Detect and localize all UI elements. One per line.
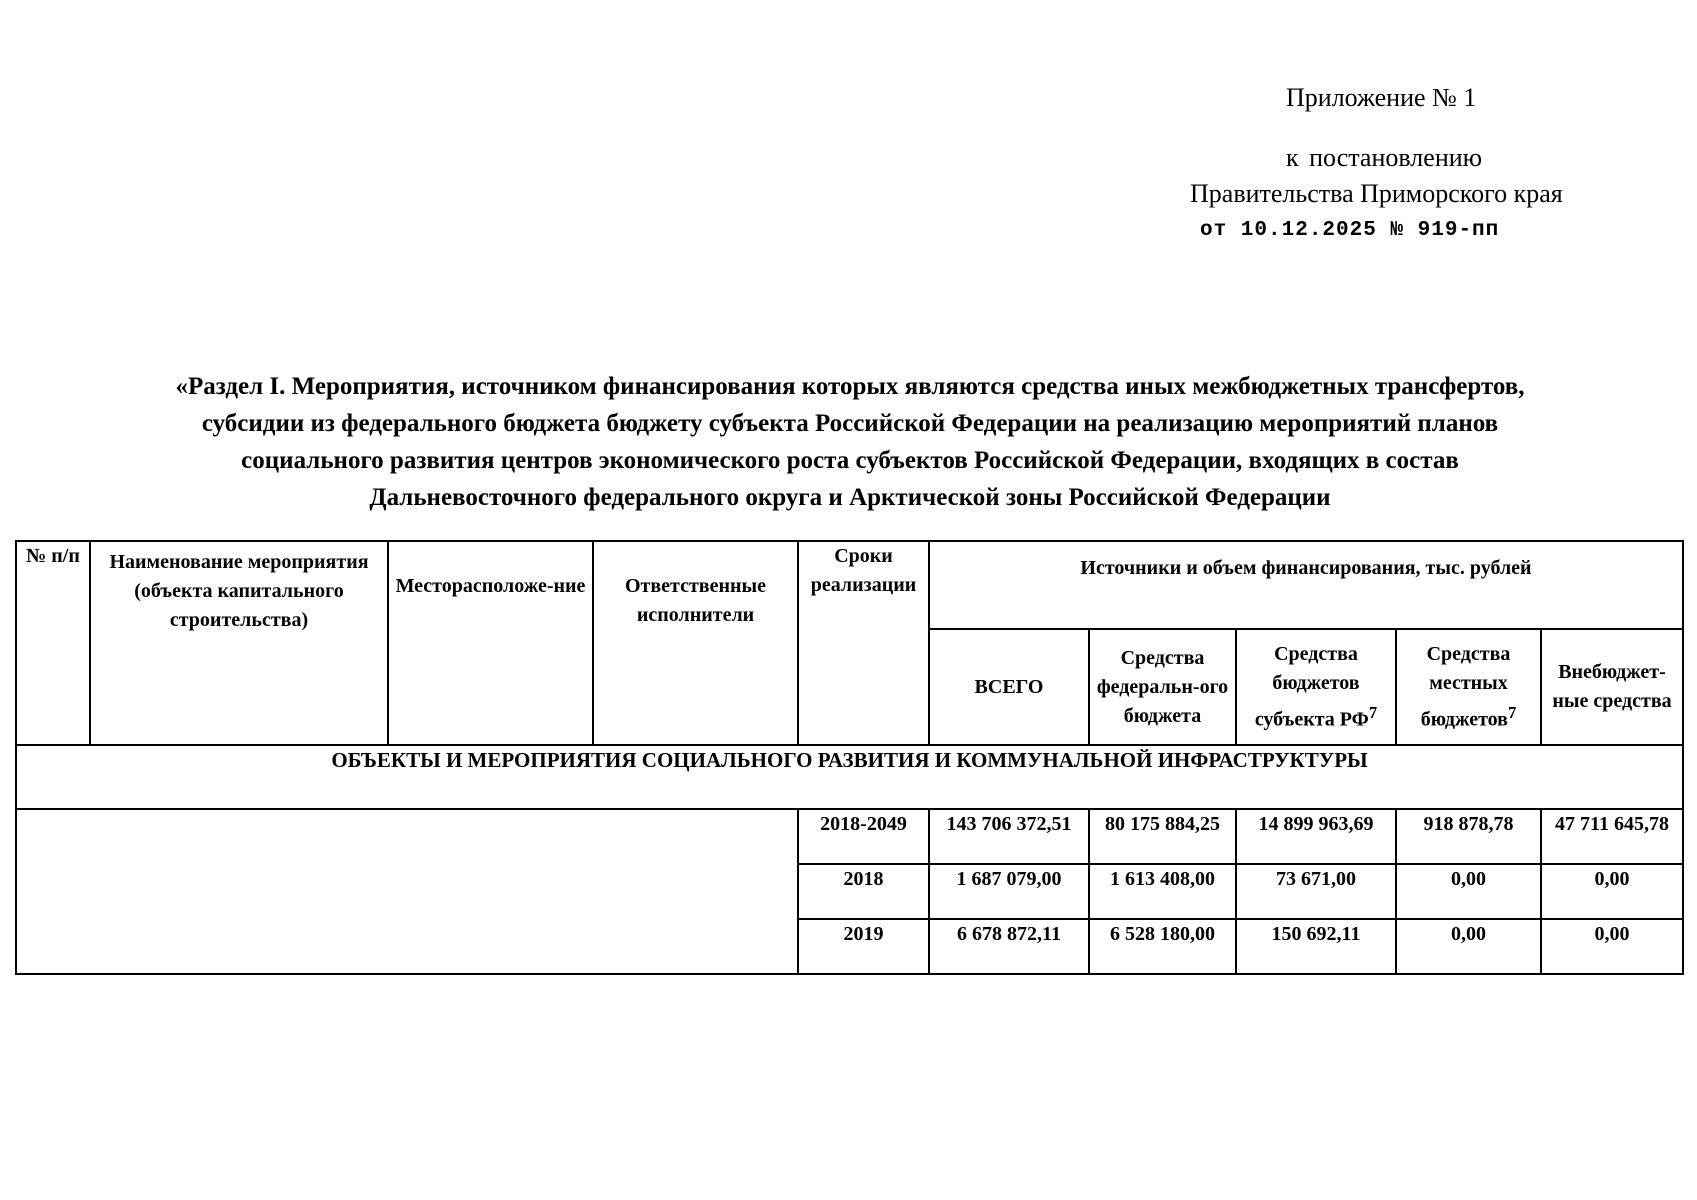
cell-federal: 80 175 884,25 <box>1089 809 1236 864</box>
footnote-mark: 7 <box>1507 702 1517 722</box>
header-sources: Источники и объем финансирования, тыс. рублей <box>929 541 1683 629</box>
cell-local: 0,00 <box>1396 919 1541 974</box>
header-name: Наименование мероприятия (объекта капитального строительства) <box>90 541 388 745</box>
section-title-line: Дальневосточного федерального округа и Арктической зоны Российской Федерации <box>369 484 1331 511</box>
header-terms: Сроки реализации <box>798 541 929 745</box>
cell-regional: 150 692,11 <box>1236 919 1396 974</box>
financing-table <box>15 540 1684 975</box>
cell-local: 0,00 <box>1396 864 1541 919</box>
section-title-line: социального развития центров экономического роста субъектов Российской Федерации, входящих в состав <box>241 447 1459 474</box>
cell-offbudget: 47 711 645,78 <box>1541 809 1683 864</box>
header-num: № п/п <box>16 541 90 745</box>
appendix-to-resolution: к постановлению <box>1286 143 1483 172</box>
cell-total: 143 706 372,51 <box>929 809 1089 864</box>
cell-total: 6 678 872,11 <box>929 919 1089 974</box>
appendix-title: Приложение № 1 <box>1286 83 1477 112</box>
appendix-government: Правительства Приморского края <box>1190 179 1563 208</box>
cell-offbudget: 0,00 <box>1541 919 1683 974</box>
cell-federal: 1 613 408,00 <box>1089 864 1236 919</box>
header-local: Средства местных бюджетов$^7$ <box>1396 629 1541 745</box>
cell-offbudget: 0,00 <box>1541 864 1683 919</box>
header-total: ВСЕГО <box>929 629 1089 745</box>
section-title <box>40 368 1660 516</box>
section-title-line: субсидии из федерального бюджета бюджету субъекта Российской Федерации на реализацию мероприятий планов <box>201 410 1499 437</box>
footnote-mark: 7 <box>1368 702 1378 722</box>
table-row <box>16 809 1683 864</box>
cell-regional: 14 899 963,69 <box>1236 809 1396 864</box>
header-location: Месторасположе-ние <box>388 541 593 745</box>
header-executors: Ответственные исполнители <box>593 541 798 745</box>
section-title-line: «Раздел I. Мероприятия, источником финансирования которых являются средства иных межбюджетных трансфертов, <box>175 373 1525 400</box>
header-regional: Средства бюджетов субъекта $РФ^7$ <box>1236 629 1396 745</box>
appendix-date: от 10.12.2025 № 919-пп <box>1200 219 1500 242</box>
cell-term: 2019 <box>798 919 929 974</box>
header-federal: Средства федеральн-ого бюджета <box>1089 629 1236 745</box>
cell-term: 2018 <box>798 864 929 919</box>
cell-regional: 73 671,00 <box>1236 864 1396 919</box>
empty-merged-cell <box>16 809 798 974</box>
category-row: ОБЪЕКТЫ И МЕРОПРИЯТИЯ СОЦИАЛЬНОГО РАЗВИТИЯ И КОММУНАЛЬНОЙ ИНФРАСТРУКТУРЫ <box>16 745 1683 809</box>
cell-term: 2018-2049 <box>798 809 929 864</box>
cell-total: 1 687 079,00 <box>929 864 1089 919</box>
cell-local: 918 878,78 <box>1396 809 1541 864</box>
header-offbudget: Внебюджет-ные средства <box>1541 629 1683 745</box>
cell-federal: 6 528 180,00 <box>1089 919 1236 974</box>
